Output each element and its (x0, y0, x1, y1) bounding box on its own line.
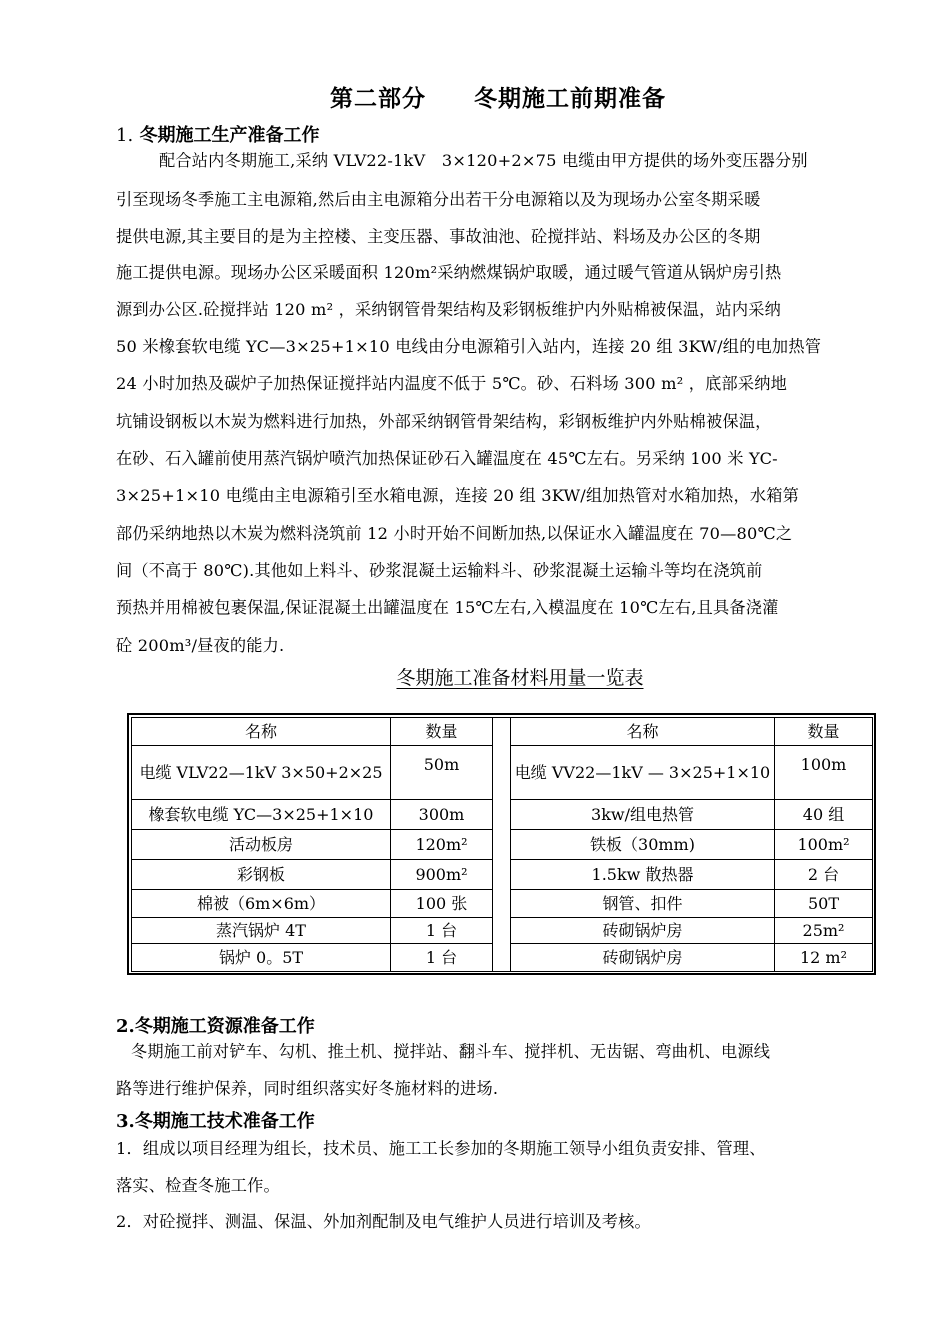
section-1-line: 源到办公区.砼搅拌站 120 m² ，采纳钢管骨架结构及彩钢板维护内外贴棉被保温，站内采纳 (116, 300, 782, 319)
cell-name: 橡套软电缆 YC—3×25+1×10 (132, 800, 391, 830)
cell-qty: 25m² (775, 918, 873, 944)
cell-qty: 100m (775, 746, 873, 800)
header-name-left: 名称 (132, 718, 391, 746)
cell-qty: 900m² (391, 860, 493, 890)
section-3-line: 1．组成以项目经理为组长，技术员、施工工长参加的冬期施工领导小组负责安排、管理、 (116, 1139, 766, 1158)
section-1-line: 部仍采纳地热以木炭为燃料浇筑前 12 小时开始不间断加热,以保证水入罐温度在 70—80℃之 (116, 524, 793, 543)
section-1-line: 施工提供电源。现场办公区采暖面积 120m²采纳燃煤锅炉取暖，通过暖气管道从锅炉房引热 (116, 263, 782, 282)
table-title: 冬期施工准备材料用量一览表 (396, 667, 644, 689)
section-1-line: 24 小时加热及碳炉子加热保证搅拌站内温度不低于 5℃。砂、石料场 300 m² ，底部采纳地 (116, 374, 788, 393)
cell-qty: 1 台 (391, 944, 493, 972)
cell-name: 砖砌锅炉房 (511, 918, 775, 944)
section-2-line: 冬期施工前对铲车、勾机、推土机、搅拌站、翻斗车、搅拌机、无齿锯、弯曲机、电源线 (131, 1042, 771, 1061)
cell-qty: 300m (391, 800, 493, 830)
section-1-title: 冬期施工生产准备工作 (139, 125, 320, 146)
section-1-line: 预热并用棉被包裹保温,保证混凝土出罐温度在 15℃左右,入模温度在 10℃左右,且具备浇灌 (116, 598, 779, 617)
cell-qty: 100m² (775, 830, 873, 860)
section-1-line: 3×25+1×10 电缆由主电源箱引至水箱电源，连接 20 组 3KW/组加热管对水箱加热，水箱第 (116, 486, 799, 505)
cell-name (132, 746, 391, 800)
cell-name: 铁板（30mm) (511, 830, 775, 860)
section-2-heading: 2.冬期施工资源准备工作 (116, 1016, 315, 1037)
cell-name: 砖砌锅炉房 (511, 944, 775, 972)
cell-qty: 2 台 (775, 860, 873, 890)
section-3-line: 2．对砼搅拌、测温、保温、外加剂配制及电气维护人员进行培训及考核。 (116, 1212, 651, 1231)
cell-name-text: 电缆 VV22—1kV — 3×25+1×10 (514, 763, 771, 782)
cell-qty: 12 m² (775, 944, 873, 972)
section-1-line: 引至现场冬季施工主电源箱,然后由主电源箱分出若干分电源箱以及为现场办公室冬期采暖 (116, 190, 761, 209)
cell-name: 活动板房 (132, 830, 391, 860)
page-title: 第二部分 冬期施工前期准备 (330, 85, 666, 112)
cell-name: 彩钢板 (132, 860, 391, 890)
section-1-line: 砼 200m³/昼夜的能力. (116, 636, 285, 655)
cell-qty: 120m² (391, 830, 493, 860)
table-divider-column (493, 718, 511, 972)
cell-qty: 40 组 (775, 800, 873, 830)
section-3-line: 落实、检查冬施工作。 (116, 1176, 280, 1195)
cell-name: 锅炉 0。5T (132, 944, 391, 972)
cell-name: 蒸汽锅炉 4T (132, 918, 391, 944)
cell-name: 钢管、扣件 (511, 890, 775, 918)
header-qty-right: 数量 (775, 718, 873, 746)
cell-name-text: 电缆 VLV22—1kV 3×50+2×25 (139, 763, 383, 782)
cell-name: 1.5kw 散热器 (511, 860, 775, 890)
section-1-heading (116, 121, 319, 147)
cell-qty: 50m (391, 746, 493, 800)
section-3-heading: 3.冬期施工技术准备工作 (116, 1111, 315, 1132)
section-1-line: 间（不高于 80℃).其他如上料斗、砂浆混凝土运输料斗、砂浆混凝土运输斗等均在浇筑前 (116, 561, 763, 580)
section-1-line: 提供电源,其主要目的是为主控楼、主变压器、事故油池、砼搅拌站、料场及办公区的冬期 (116, 227, 761, 246)
section-2-line: 路等进行维护保养，同时组织落实好冬施材料的进场. (116, 1079, 499, 1098)
cell-name (511, 746, 775, 800)
section-1-line: 50 米橡套软电缆 YC—3×25+1×10 电线由分电源箱引入站内，连接 20 组 3KW/组的电加热管 (116, 337, 822, 356)
cell-qty: 100 张 (391, 890, 493, 918)
cell-qty: 50T (775, 890, 873, 918)
materials-table (131, 717, 873, 972)
cell-name: 3kw/组电热管 (511, 800, 775, 830)
section-1-line: 配合站内冬期施工,采纳 VLV22-1kV 3×120+2×75 电缆由甲方提供的场外变压器分别 (159, 151, 808, 170)
cell-name: 棉被（6m×6m） (132, 890, 391, 918)
header-qty-left: 数量 (391, 718, 493, 746)
table-header-row (132, 718, 873, 746)
section-1-line: 在砂、石入罐前使用蒸汽锅炉喷汽加热保证砂石入罐温度在 45℃左右。另采纳 100 米 YC- (116, 449, 778, 468)
cell-qty: 1 台 (391, 918, 493, 944)
section-1-number: 1. (116, 125, 134, 146)
header-name-right: 名称 (511, 718, 775, 746)
section-1-line: 坑铺设钢板以木炭为燃料进行加热，外部采纳钢管骨架结构，彩钢板维护内外贴棉被保温， (116, 412, 772, 431)
